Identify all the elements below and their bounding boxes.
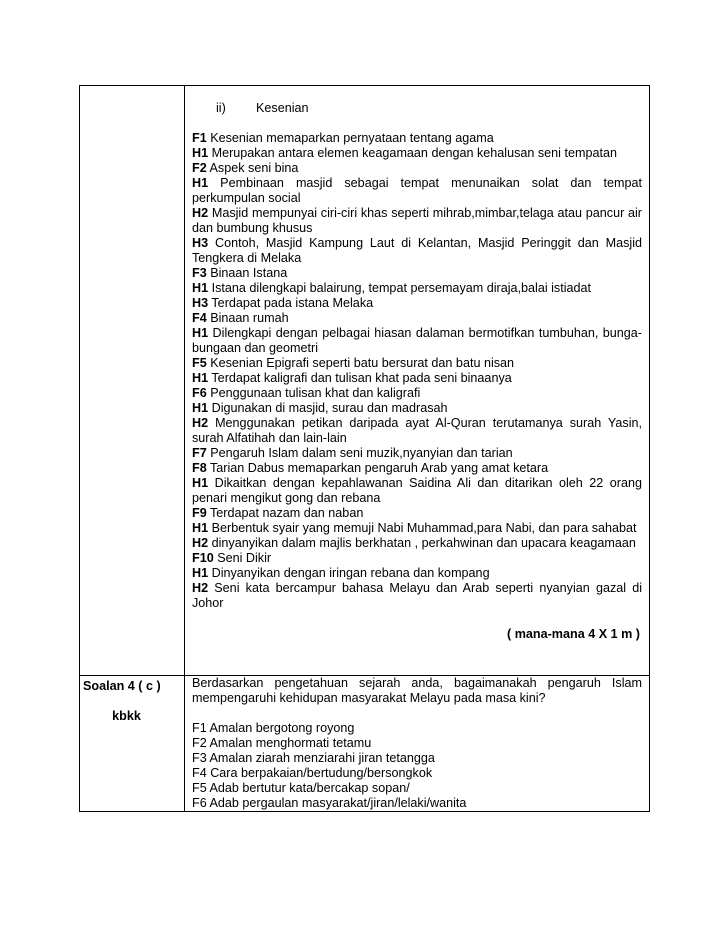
point-text: Menggunakan petikan daripada ayat Al-Quran terutamanya surah Yasin, surah Alfatihah dan lain-lain <box>192 416 642 445</box>
point-text: Binaan Istana <box>210 266 288 280</box>
point-text: Pembinaan masjid sebagai tempat menunaikan solat dan tempat perkumpulan social <box>192 176 642 205</box>
point-item <box>192 311 642 326</box>
answer-item: F6 Adab pergaulan masyarakat/jiran/lelaki/wanita <box>192 796 467 810</box>
point-item <box>192 581 642 611</box>
point-text: Seni Dikir <box>217 551 272 565</box>
point-text: Dikaitkan dengan kepahlawanan Saidina Ali dan ditarikan oleh 22 orang penari mengikut gong dan rebana <box>192 476 643 505</box>
point-tag: H1 <box>192 176 209 190</box>
point-text: Digunakan di masjid, surau dan madrasah <box>211 401 448 415</box>
point-text: Tarian Dabus memaparkan pengaruh Arab yang amat ketara <box>209 461 549 475</box>
point-text: Merupakan antara elemen keagamaan dengan kehalusan seni tempatan <box>211 146 617 160</box>
answer-item: F5 Adab bertutur kata/bercakap sopan/ <box>192 781 410 795</box>
question-content-cell <box>185 676 650 812</box>
point-item <box>192 356 642 371</box>
point-item <box>192 416 642 446</box>
point-tag: H1 <box>192 146 209 160</box>
answer-note: ( mana-mana 4 X 1 m ) <box>507 627 640 641</box>
kesenian-content-cell <box>185 86 650 676</box>
question-text: Berdasarkan pengetahuan sejarah anda, bagaimanakah pengaruh Islam mempengaruhi kehidupan masyarakat Melayu pada masa kini? <box>192 676 642 705</box>
point-tag: H1 <box>192 326 209 340</box>
point-item <box>192 281 642 296</box>
point-tag: H1 <box>192 281 209 295</box>
point-text: Kesenian Epigrafi seperti batu bersurat dan batu nisan <box>210 356 515 370</box>
point-tag: H3 <box>192 236 209 250</box>
point-item <box>192 296 642 311</box>
point-text: Kesenian memaparkan pernyataan tentang agama <box>210 131 494 145</box>
point-item <box>192 146 642 161</box>
section-number: ii) <box>216 101 226 115</box>
point-item <box>192 536 642 551</box>
point-tag: H2 <box>192 416 209 430</box>
question-row <box>80 676 650 812</box>
point-text: Pengaruh Islam dalam seni muzik,nyanyian dan tarian <box>210 446 513 460</box>
point-item <box>192 161 642 176</box>
answer-item: F2 Amalan menghormati tetamu <box>192 736 372 750</box>
point-text: Dilengkapi dengan pelbagai hiasan dalaman bermotifkan tumbuhan, bunga-bungaan dan geometri <box>192 326 642 355</box>
point-item <box>192 506 642 521</box>
point-tag: H1 <box>192 521 209 535</box>
point-tag: F4 <box>192 311 207 325</box>
point-tag: F3 <box>192 266 207 280</box>
kesenian-row <box>80 86 650 676</box>
point-item <box>192 551 642 566</box>
point-item <box>192 461 642 476</box>
point-item <box>192 266 642 281</box>
point-text: Dinyanyikan dengan iringan rebana dan kompang <box>211 566 490 580</box>
section-title: Kesenian <box>256 101 309 115</box>
point-item <box>192 476 642 506</box>
point-tag: F9 <box>192 506 207 520</box>
point-text: Terdapat nazam dan naban <box>209 506 364 520</box>
point-text: Terdapat pada istana Melaka <box>211 296 374 310</box>
point-item <box>192 206 642 236</box>
point-tag: F8 <box>192 461 207 475</box>
answer-item: F1 Amalan bergotong royong <box>192 721 355 735</box>
point-tag: H1 <box>192 476 209 490</box>
points-list <box>192 131 642 611</box>
point-tag: H2 <box>192 581 209 595</box>
point-text: Istana dilengkapi balairung, tempat persemayam diraja,balai istiadat <box>211 281 592 295</box>
point-text: Penggunaan tulisan khat dan kaligrafi <box>210 386 421 400</box>
point-text: Terdapat kaligrafi dan tulisan khat pada seni binaanya <box>211 371 512 385</box>
answer-item: F4 Cara berpakaian/bertudung/bersongkok <box>192 766 433 780</box>
point-item <box>192 446 642 461</box>
point-item <box>192 386 642 401</box>
point-tag: F5 <box>192 356 207 370</box>
point-item <box>192 371 642 386</box>
point-tag: H3 <box>192 296 209 310</box>
point-tag: F1 <box>192 131 207 145</box>
point-tag: H1 <box>192 371 209 385</box>
point-text: Binaan rumah <box>210 311 289 325</box>
answer-scheme-table <box>79 85 650 812</box>
point-item <box>192 566 642 581</box>
point-tag: H2 <box>192 536 209 550</box>
point-item <box>192 401 642 416</box>
section-header <box>192 101 642 116</box>
point-tag: F10 <box>192 551 214 565</box>
point-item <box>192 521 642 536</box>
point-text: Berbentuk syair yang memuji Nabi Muhammad,para Nabi, dan para sahabat <box>211 521 637 535</box>
point-tag: H1 <box>192 566 209 580</box>
point-tag: H1 <box>192 401 209 415</box>
point-text: Contoh, Masjid Kampung Laut di Kelantan, Masjid Peringgit dan Masjid Tengkera di Melaka <box>192 236 643 265</box>
point-tag: H2 <box>192 206 209 220</box>
point-tag: F7 <box>192 446 207 460</box>
answer-item: F3 Amalan ziarah menziarahi jiran tetangga <box>192 751 435 765</box>
point-item <box>192 131 642 146</box>
point-tag: F6 <box>192 386 207 400</box>
question-label: Soalan 4 ( c ) <box>83 679 161 693</box>
point-text: Masjid mempunyai ciri-ciri khas seperti mihrab,mimbar,telaga atau pancur air dan bumbung khusus <box>192 206 643 235</box>
question-tag: kbkk <box>112 709 141 723</box>
empty-label-cell <box>80 86 185 676</box>
question-label-cell <box>80 676 185 812</box>
point-text: dinyanyikan dalam majlis berkhatan , perkahwinan dan upacara keagamaan <box>211 536 636 550</box>
point-text: Seni kata bercampur bahasa Melayu dan Arab seperti nyanyian gazal di Johor <box>192 581 643 610</box>
point-item <box>192 236 642 266</box>
point-item <box>192 326 642 356</box>
point-tag: F2 <box>192 161 207 175</box>
point-text: Aspek seni bina <box>209 161 299 175</box>
point-item <box>192 176 642 206</box>
answers-list <box>192 721 642 811</box>
